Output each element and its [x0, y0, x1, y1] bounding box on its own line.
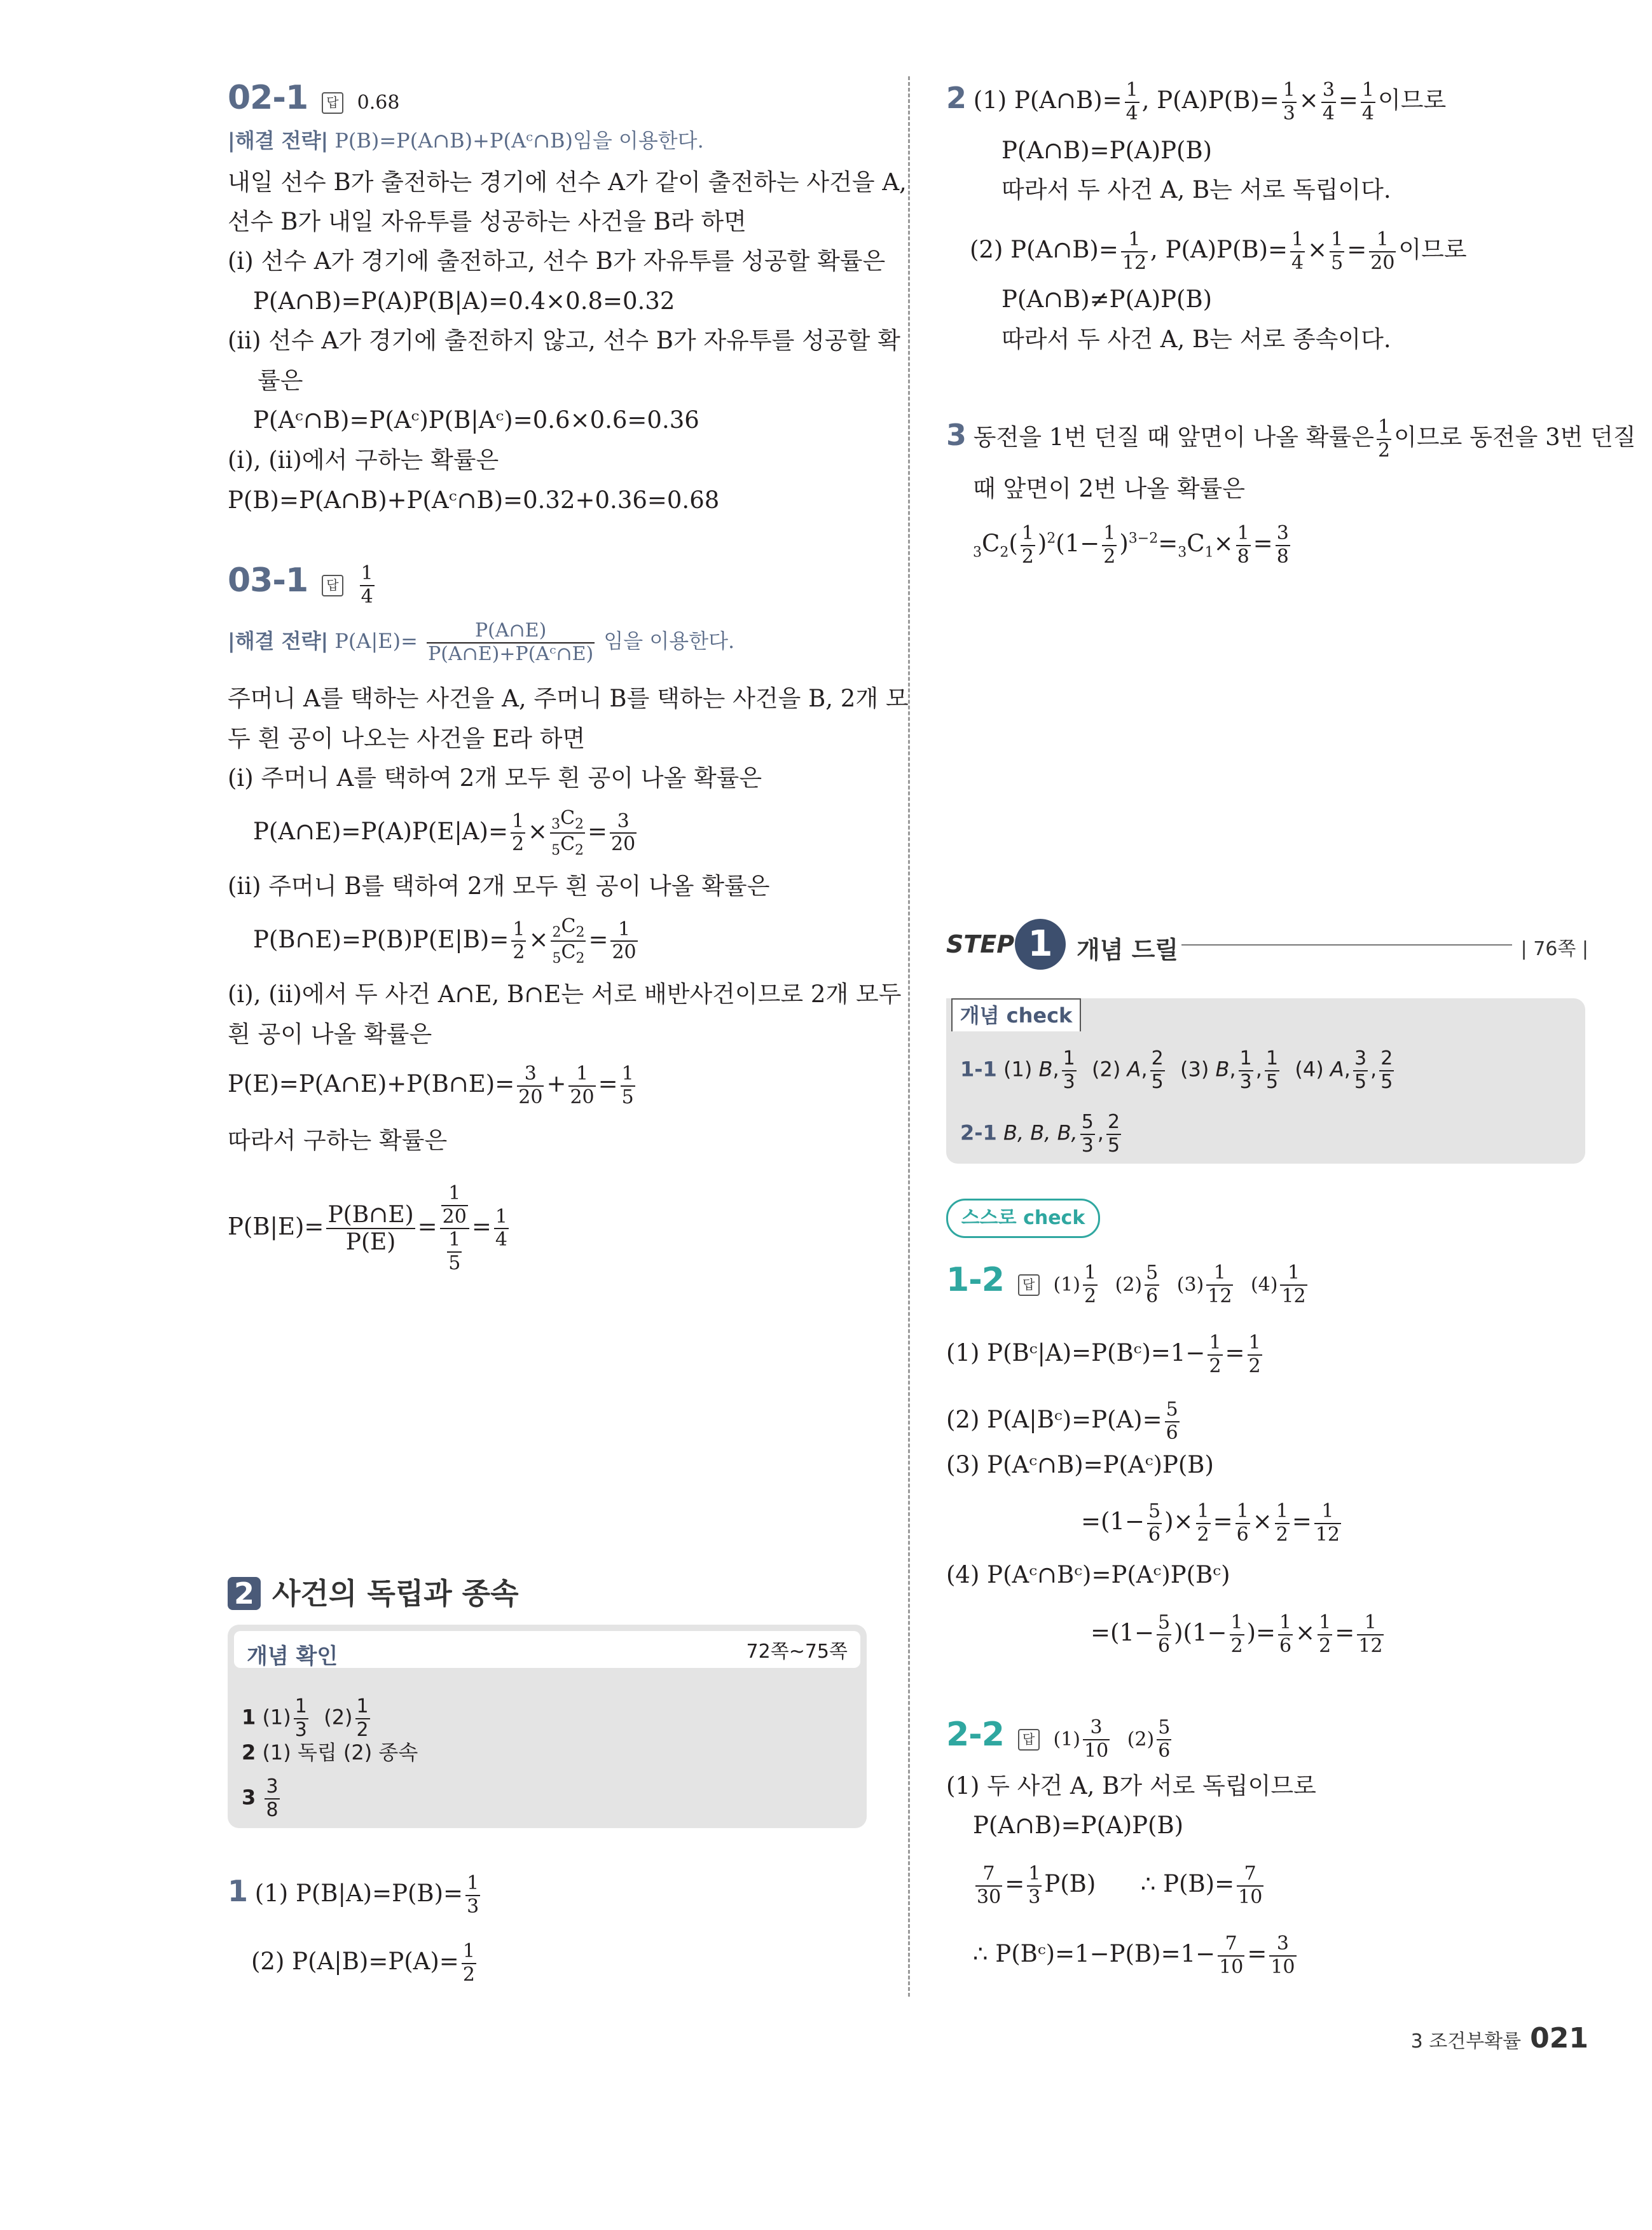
formula-line: P(A∩B)=P(A)P(B)	[1002, 137, 1213, 164]
formula-line: P(A∩B)≠P(A)P(B)	[1002, 286, 1213, 313]
question-number: 3	[946, 418, 967, 452]
column-divider	[908, 76, 910, 1997]
problem-label: 02-1	[228, 79, 308, 117]
strategy-label: |해결 전략|	[228, 128, 329, 153]
text-line: (1) 두 사건 A, B가 서로 독립이므로	[946, 1772, 1316, 1800]
formula-line: =(1− $\frac{5}{6}$ )× $\frac{1}{2}$ = $\frac{1}{6}$ × $\frac{1}{2}$ = $\frac{1}{12}$	[1081, 1500, 1340, 1546]
problem-label: 2-2	[946, 1716, 1004, 1754]
formula-line: P(Aᶜ∩B)=P(Aᶜ)P(B|Aᶜ)=0.6×0.6=0.36	[253, 406, 699, 434]
box-row-1-1: 1-1 (1) B, $\frac{1}{3}$ (2) A, $\frac{2}{5}$ (3) B, $\frac{1}{3}$ , $\frac{1}{5}$ (4) A, $\frac{3}{5}$ , $\frac{2}{5}$	[960, 1047, 1393, 1093]
question-number: 2	[946, 81, 967, 115]
box-title: 개념 확인	[247, 1644, 338, 1669]
text-line: 률은	[258, 367, 303, 394]
box-row-1: 1 (1) $\frac{1}{3}$ (2) $\frac{1}{2}$	[242, 1695, 369, 1741]
text-line: 따라서 구하는 확률은	[228, 1127, 448, 1154]
answer-icon: 답	[322, 92, 343, 114]
text-line: 내일 선수 B가 출전하는 경기에 선수 A가 같이 출전하는 사건을 A,	[228, 169, 907, 196]
text-line: (i) 주머니 A를 택하여 2개 모두 흰 공이 나올 확률은	[228, 764, 762, 792]
text-line: (ii) 선수 A가 경기에 출전하지 않고, 선수 B가 자유투를 성공할 확	[228, 327, 900, 354]
concept-check-tab: 개념 check	[951, 998, 1081, 1031]
text-line: (i) 선수 A가 경기에 출전하고, 선수 B가 자유투를 성공할 확률은	[228, 247, 886, 275]
strategy-text: P(B)=P(A∩B)+P(Aᶜ∩B)임을 이용한다.	[334, 128, 704, 153]
formula-line: P(B∩E)=P(B)P(E|B)= $\frac{1}{2}$ × $\frac{_2C_2}{_5C_2}$ = $\frac{1}{20}$	[253, 915, 637, 967]
formula-line: P(A∩B)=P(A)P(B|A)=0.4×0.8=0.32	[253, 287, 675, 315]
section-heading	[228, 1571, 519, 1613]
box-row-3: 3 $\frac{3}{8}$	[242, 1775, 279, 1821]
text-line: (i), (ii)에서 구하는 확률은	[228, 446, 499, 474]
formula-line: (1) P(B|A)=P(B)=	[254, 1880, 464, 1907]
step-page: | 76쪽 |	[1520, 938, 1588, 960]
text-line: 두 흰 공이 나오는 사건을 E라 하면	[228, 725, 586, 752]
strategy-fraction: $\frac{P(A\cap E)}{\text{P(A∩E)+P(Aᶜ∩E)}}$	[428, 619, 594, 665]
text-line: 주머니 A를 택하는 사건을 A, 주머니 B를 택하는 사건을 B, 2개 모	[228, 685, 909, 712]
formula-line: P(B)=P(A∩B)+P(Aᶜ∩B)=0.32+0.36=0.68	[228, 486, 720, 514]
answer-icon: 답	[1018, 1729, 1040, 1751]
text-line: 때 앞면이 2번 나올 확률은	[973, 475, 1246, 502]
answer-fraction: $\frac{1}{4}$	[361, 562, 373, 608]
chapter-title: 3 조건부확률	[1410, 2030, 1522, 2053]
problem-label: 1-2	[946, 1261, 1004, 1299]
formula-line: P(B|E)= $\frac{P(B\cap E)}{P(E)}$ = $\frac{\frac{1}{20}}{\frac{1}{5}}$ = $\frac{1}{4}$	[228, 1182, 507, 1274]
formula-line: (2) P(A|B)=P(A)=	[251, 1948, 459, 1975]
problem-label: 03-1	[228, 561, 308, 600]
box-row-2: 2 (1) 독립 (2) 종속	[242, 1740, 418, 1765]
formula-line: P(E)=P(A∩E)+P(B∩E)= $\frac{3}{20}$ + $\frac{1}{20}$ = $\frac{1}{5}$	[228, 1063, 634, 1108]
question-number: 1	[228, 1874, 248, 1908]
text-line: 따라서 두 사건 A, B는 서로 종속이다.	[1002, 326, 1391, 353]
section-title: 사건의 독립과 종속	[272, 1576, 519, 1611]
text-line: 따라서 두 사건 A, B는 서로 독립이다.	[1002, 176, 1391, 203]
text-line: 선수 B가 내일 자유투를 성공하는 사건을 B라 하면	[228, 208, 747, 235]
page-number: 021	[1530, 2022, 1588, 2054]
text-line: 흰 공이 나올 확률은	[228, 1021, 432, 1048]
concept-check-box	[228, 1625, 867, 1828]
section-number: 2	[228, 1577, 261, 1610]
page-footer	[1411, 2022, 1588, 2054]
formula-line: $_3C_2$( $\frac{1}{2}$ )$^2$(1− $\frac{1}{2}$ )$^{3-2}=_3C_1\times$ $\frac{1}{8}$ = $\frac{3}{8}$	[973, 522, 1289, 568]
formula-line: (3) P(Aᶜ∩B)=P(Aᶜ)P(B)	[946, 1451, 1214, 1478]
formula-line: (4) P(Aᶜ∩Bᶜ)=P(Aᶜ)P(Bᶜ)	[946, 1561, 1230, 1588]
step-title: 개념 드릴	[1077, 936, 1179, 964]
formula-line: $\frac{7}{30}$ = $\frac{1}{3}$ P(B) ∴ P(B)= $\frac{7}{10}$	[977, 1862, 1263, 1908]
strategy-label: |해결 전략|	[228, 629, 329, 653]
text-line: (ii) 주머니 B를 택하여 2개 모두 흰 공이 나올 확률은	[228, 872, 770, 900]
strategy-text: P(A|E)=	[334, 629, 418, 653]
formula-line: P(A∩E)=P(A)P(E|A)= $\frac{1}{2}$ × $\frac{_3C_2}{_5C_2}$ = $\frac{3}{20}$	[253, 807, 636, 859]
step-number: 1	[1015, 919, 1066, 970]
formula-line: =(1− $\frac{5}{6}$ )(1− $\frac{1}{2}$ )= $\frac{1}{6}$ × $\frac{1}{2}$ = $\frac{1}{12}$	[1091, 1611, 1383, 1657]
formula-line: P(A∩B)=P(A)P(B)	[973, 1812, 1184, 1839]
strategy-text: 임을 이용한다.	[603, 629, 735, 653]
answer-icon: 답	[322, 575, 343, 596]
formula-line: ∴ P(Bᶜ)=1−P(B)=1− $\frac{7}{10}$ = $\frac{3}{10}$	[973, 1932, 1295, 1978]
box-row-2-1: 2-1 B, B, B, $\frac{5}{3}$ , $\frac{2}{5}$	[960, 1111, 1120, 1157]
answer-value: 0.68	[357, 92, 400, 114]
self-check-pill: 스스로 check	[946, 1199, 1100, 1238]
step-label: STEP	[946, 930, 1015, 958]
step-header	[946, 919, 1588, 970]
text-line: (i), (ii)에서 두 사건 A∩E, B∩E는 서로 배반사건이므로 2개 모두	[228, 981, 902, 1008]
answer-icon: 답	[1018, 1274, 1040, 1296]
box-pages: 72쪽~75쪽	[746, 1641, 848, 1663]
step-rule	[1181, 944, 1512, 946]
